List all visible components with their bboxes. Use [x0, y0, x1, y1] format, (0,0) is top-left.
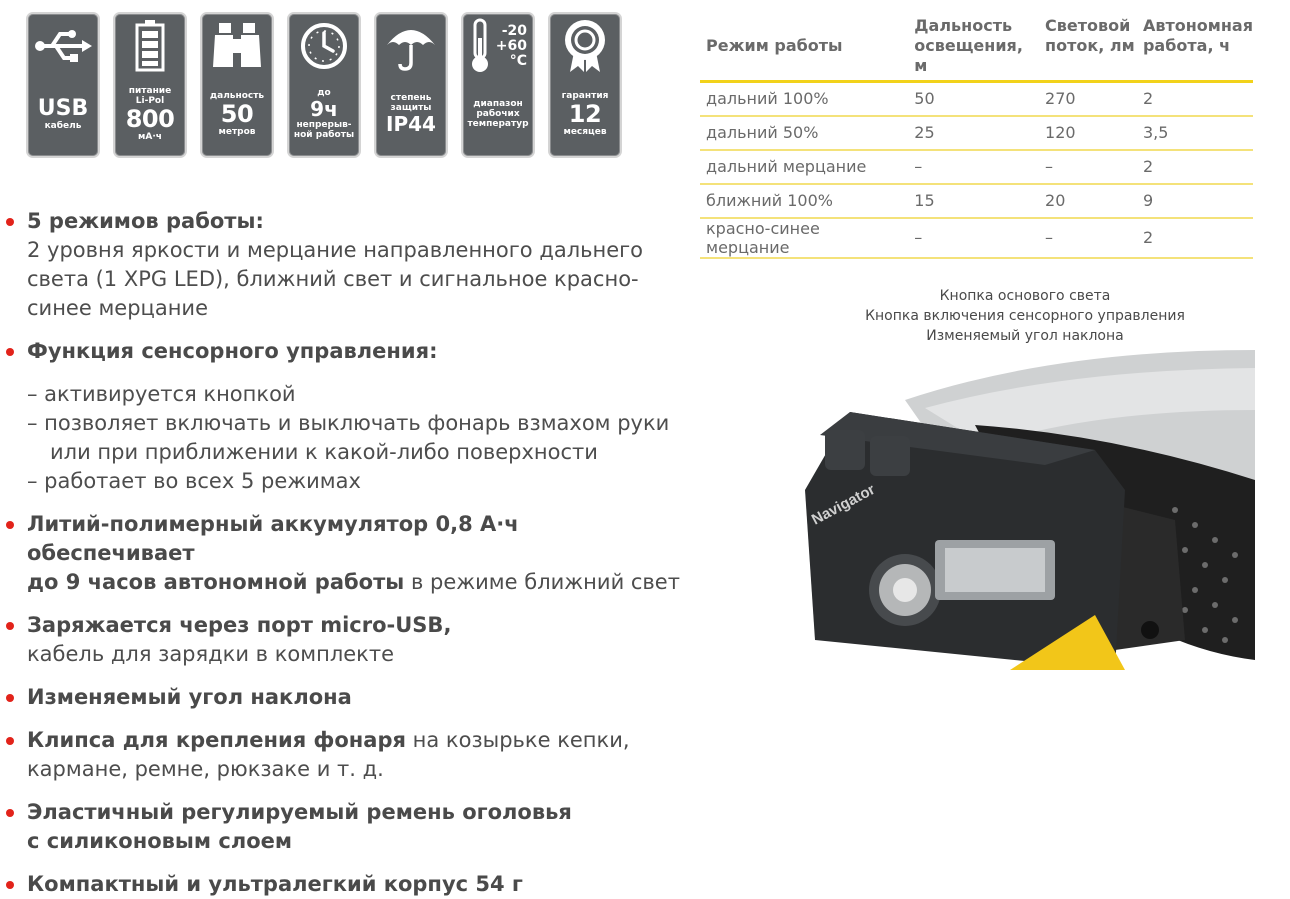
thermometer-icon: [463, 14, 533, 78]
table-row: [700, 116, 1253, 150]
feature-charging: [6, 611, 686, 669]
badge-ip-label2: защиты: [390, 103, 432, 113]
cell-mode: ближний 100%: [700, 184, 908, 218]
bullet-icon: [6, 737, 14, 745]
badge-range: [200, 12, 274, 158]
feature-sensor-sub3: – работает во всех 5 режимах: [27, 469, 361, 493]
bullet-icon: [6, 348, 14, 356]
badge-usb-caption: кабель: [44, 121, 82, 131]
feature-weight-title: Компактный и ультралегкий корпус 54 г: [27, 872, 523, 896]
cell-autonomy: 9: [1137, 184, 1253, 218]
feature-battery-line1: Литий-полимерный аккумулятор 0,8 А·ч обеспечивает: [27, 512, 519, 565]
temp-max: +60: [495, 37, 527, 54]
feature-sensor-title: Функция сенсорного управления:: [27, 339, 438, 363]
feature-strap-line1: Эластичный регулируемый ремень оголовья: [27, 800, 572, 824]
badge-temp-label2: рабочих: [476, 109, 520, 119]
cell-mode: дальний 100%: [700, 82, 908, 116]
badge-usb: [26, 12, 100, 158]
table-row: [700, 218, 1253, 258]
feature-strap-line2: с силиконовым слоем: [27, 829, 293, 853]
badge-temperature: [461, 12, 535, 158]
brand-text: Navigator: [808, 481, 878, 529]
callout-main-button: Кнопка основого света: [939, 288, 1111, 304]
badge-runtime-value: 9ч: [310, 97, 338, 121]
feature-modes-line2: света (1 XPG LED), ближний свет и сигнальное красно-: [27, 267, 639, 291]
badge-usb-title: USB: [37, 96, 89, 121]
badge-warranty-unit: месяцев: [563, 127, 607, 137]
cell-autonomy: 2: [1137, 150, 1253, 184]
cell-autonomy: 2: [1137, 218, 1253, 258]
col-autonomy: Автономная работа, ч: [1137, 12, 1253, 82]
badge-warranty: [548, 12, 622, 158]
feature-battery-line2: до 9 часов автономной работы: [27, 570, 405, 594]
badge-battery: [113, 12, 187, 158]
badge-runtime-caption1: непрерыв-: [296, 120, 352, 130]
bullet-icon: [6, 218, 14, 226]
bullet-icon: [6, 809, 14, 817]
feature-modes: [6, 207, 686, 323]
badge-battery-label: питание: [128, 86, 172, 96]
cell-range: 25: [908, 116, 1039, 150]
callout-sensor-button: Кнопка включения сенсорного управления: [865, 308, 1185, 324]
feature-tilt-title: Изменяемый угол наклона: [27, 685, 352, 709]
col-flux: Световой поток, лм: [1039, 12, 1137, 82]
feature-sensor-sub1: – активируется кнопкой: [27, 382, 296, 406]
temp-unit: °C: [509, 52, 527, 69]
badge-battery-unit: мА·ч: [138, 132, 162, 142]
badge-ip: [374, 12, 448, 158]
feature-modes-line1: 2 уровня яркости и мерцание направленного дальнего: [27, 238, 644, 262]
cell-flux: –: [1039, 150, 1137, 184]
badge-battery-type: Li-Pol: [135, 96, 165, 106]
feature-list: [6, 207, 686, 899]
feature-battery-rest: в режиме ближний свет: [404, 570, 680, 594]
callout-tilt: Изменяемый угол наклона: [926, 328, 1124, 344]
cell-flux: –: [1039, 218, 1137, 258]
badge-temp-label3: температур: [467, 119, 529, 129]
cell-range: –: [908, 150, 1039, 184]
feature-clip-rest: на козырьке кепки,: [405, 728, 630, 752]
badge-ip-value: IP44: [386, 112, 436, 136]
feature-strap: [6, 798, 686, 856]
badge-range-label: дальность: [209, 91, 265, 101]
umbrella-icon: [376, 14, 446, 78]
feature-modes-title: 5 режимов работы:: [27, 209, 264, 233]
feature-modes-line3: синее мерцание: [27, 296, 208, 320]
feature-charging-line2: кабель для зарядки в комплекте: [27, 642, 395, 666]
cell-mode: красно-синее мерцание: [700, 218, 908, 258]
cell-flux: 20: [1039, 184, 1137, 218]
col-range: Дальность освещения, м: [908, 12, 1039, 82]
table-row: [700, 184, 1253, 218]
cell-flux: 270: [1039, 82, 1137, 116]
badge-runtime-label: до: [317, 88, 331, 98]
table-row: [700, 82, 1253, 116]
temp-min: -20: [501, 22, 527, 39]
bullet-icon: [6, 881, 14, 889]
badge-warranty-label: гарантия: [561, 91, 609, 101]
badge-ip-label1: степень: [390, 93, 432, 103]
feature-sensor-sub2: – позволяет включать и выключать фонарь взмахом руки: [27, 411, 670, 435]
table-row: [700, 150, 1253, 184]
battery-icon: [115, 14, 185, 78]
product-callouts: [760, 286, 1290, 346]
feature-sensor-sub2b: или при приближении к какой-либо поверхности: [50, 440, 598, 464]
bullet-icon: [6, 521, 14, 529]
feature-charging-title: Заряжается через порт micro-USB,: [27, 613, 452, 637]
cell-mode: дальний 50%: [700, 116, 908, 150]
cell-range: 15: [908, 184, 1039, 218]
bullet-icon: [6, 694, 14, 702]
feature-clip: [6, 726, 686, 784]
badge-battery-value: 800: [125, 105, 175, 133]
feature-sensor: [6, 337, 686, 366]
modes-table: [700, 12, 1253, 259]
feature-clip-line2: кармане, ремне, рюкзаке и т. д.: [27, 757, 384, 781]
badge-range-unit: метров: [218, 127, 256, 137]
binoculars-icon: [202, 14, 272, 78]
cell-autonomy: 3,5: [1137, 116, 1253, 150]
bullet-icon: [6, 622, 14, 630]
cell-range: 50: [908, 82, 1039, 116]
clock-icon: [289, 14, 359, 78]
col-mode: Режим работы: [700, 12, 908, 82]
cell-range: –: [908, 218, 1039, 258]
feature-weight: [6, 870, 686, 899]
feature-badges: [26, 12, 622, 158]
badge-runtime-caption2: ной работы: [293, 130, 355, 140]
badge-range-value: 50: [220, 100, 254, 128]
table-header-row: [700, 12, 1253, 82]
feature-battery: [6, 510, 686, 597]
badge-temp-label1: диапазон: [473, 99, 523, 109]
feature-clip-title: Клипса для крепления фонаря: [27, 728, 406, 752]
headlamp-image: [795, 350, 1255, 690]
badge-runtime: [287, 12, 361, 158]
badge-warranty-value: 12: [568, 100, 602, 128]
cell-flux: 120: [1039, 116, 1137, 150]
cell-autonomy: 2: [1137, 82, 1253, 116]
cell-mode: дальний мерцание: [700, 150, 908, 184]
usb-icon: [28, 14, 98, 78]
medal-icon: [550, 14, 620, 78]
feature-tilt: [6, 683, 686, 712]
